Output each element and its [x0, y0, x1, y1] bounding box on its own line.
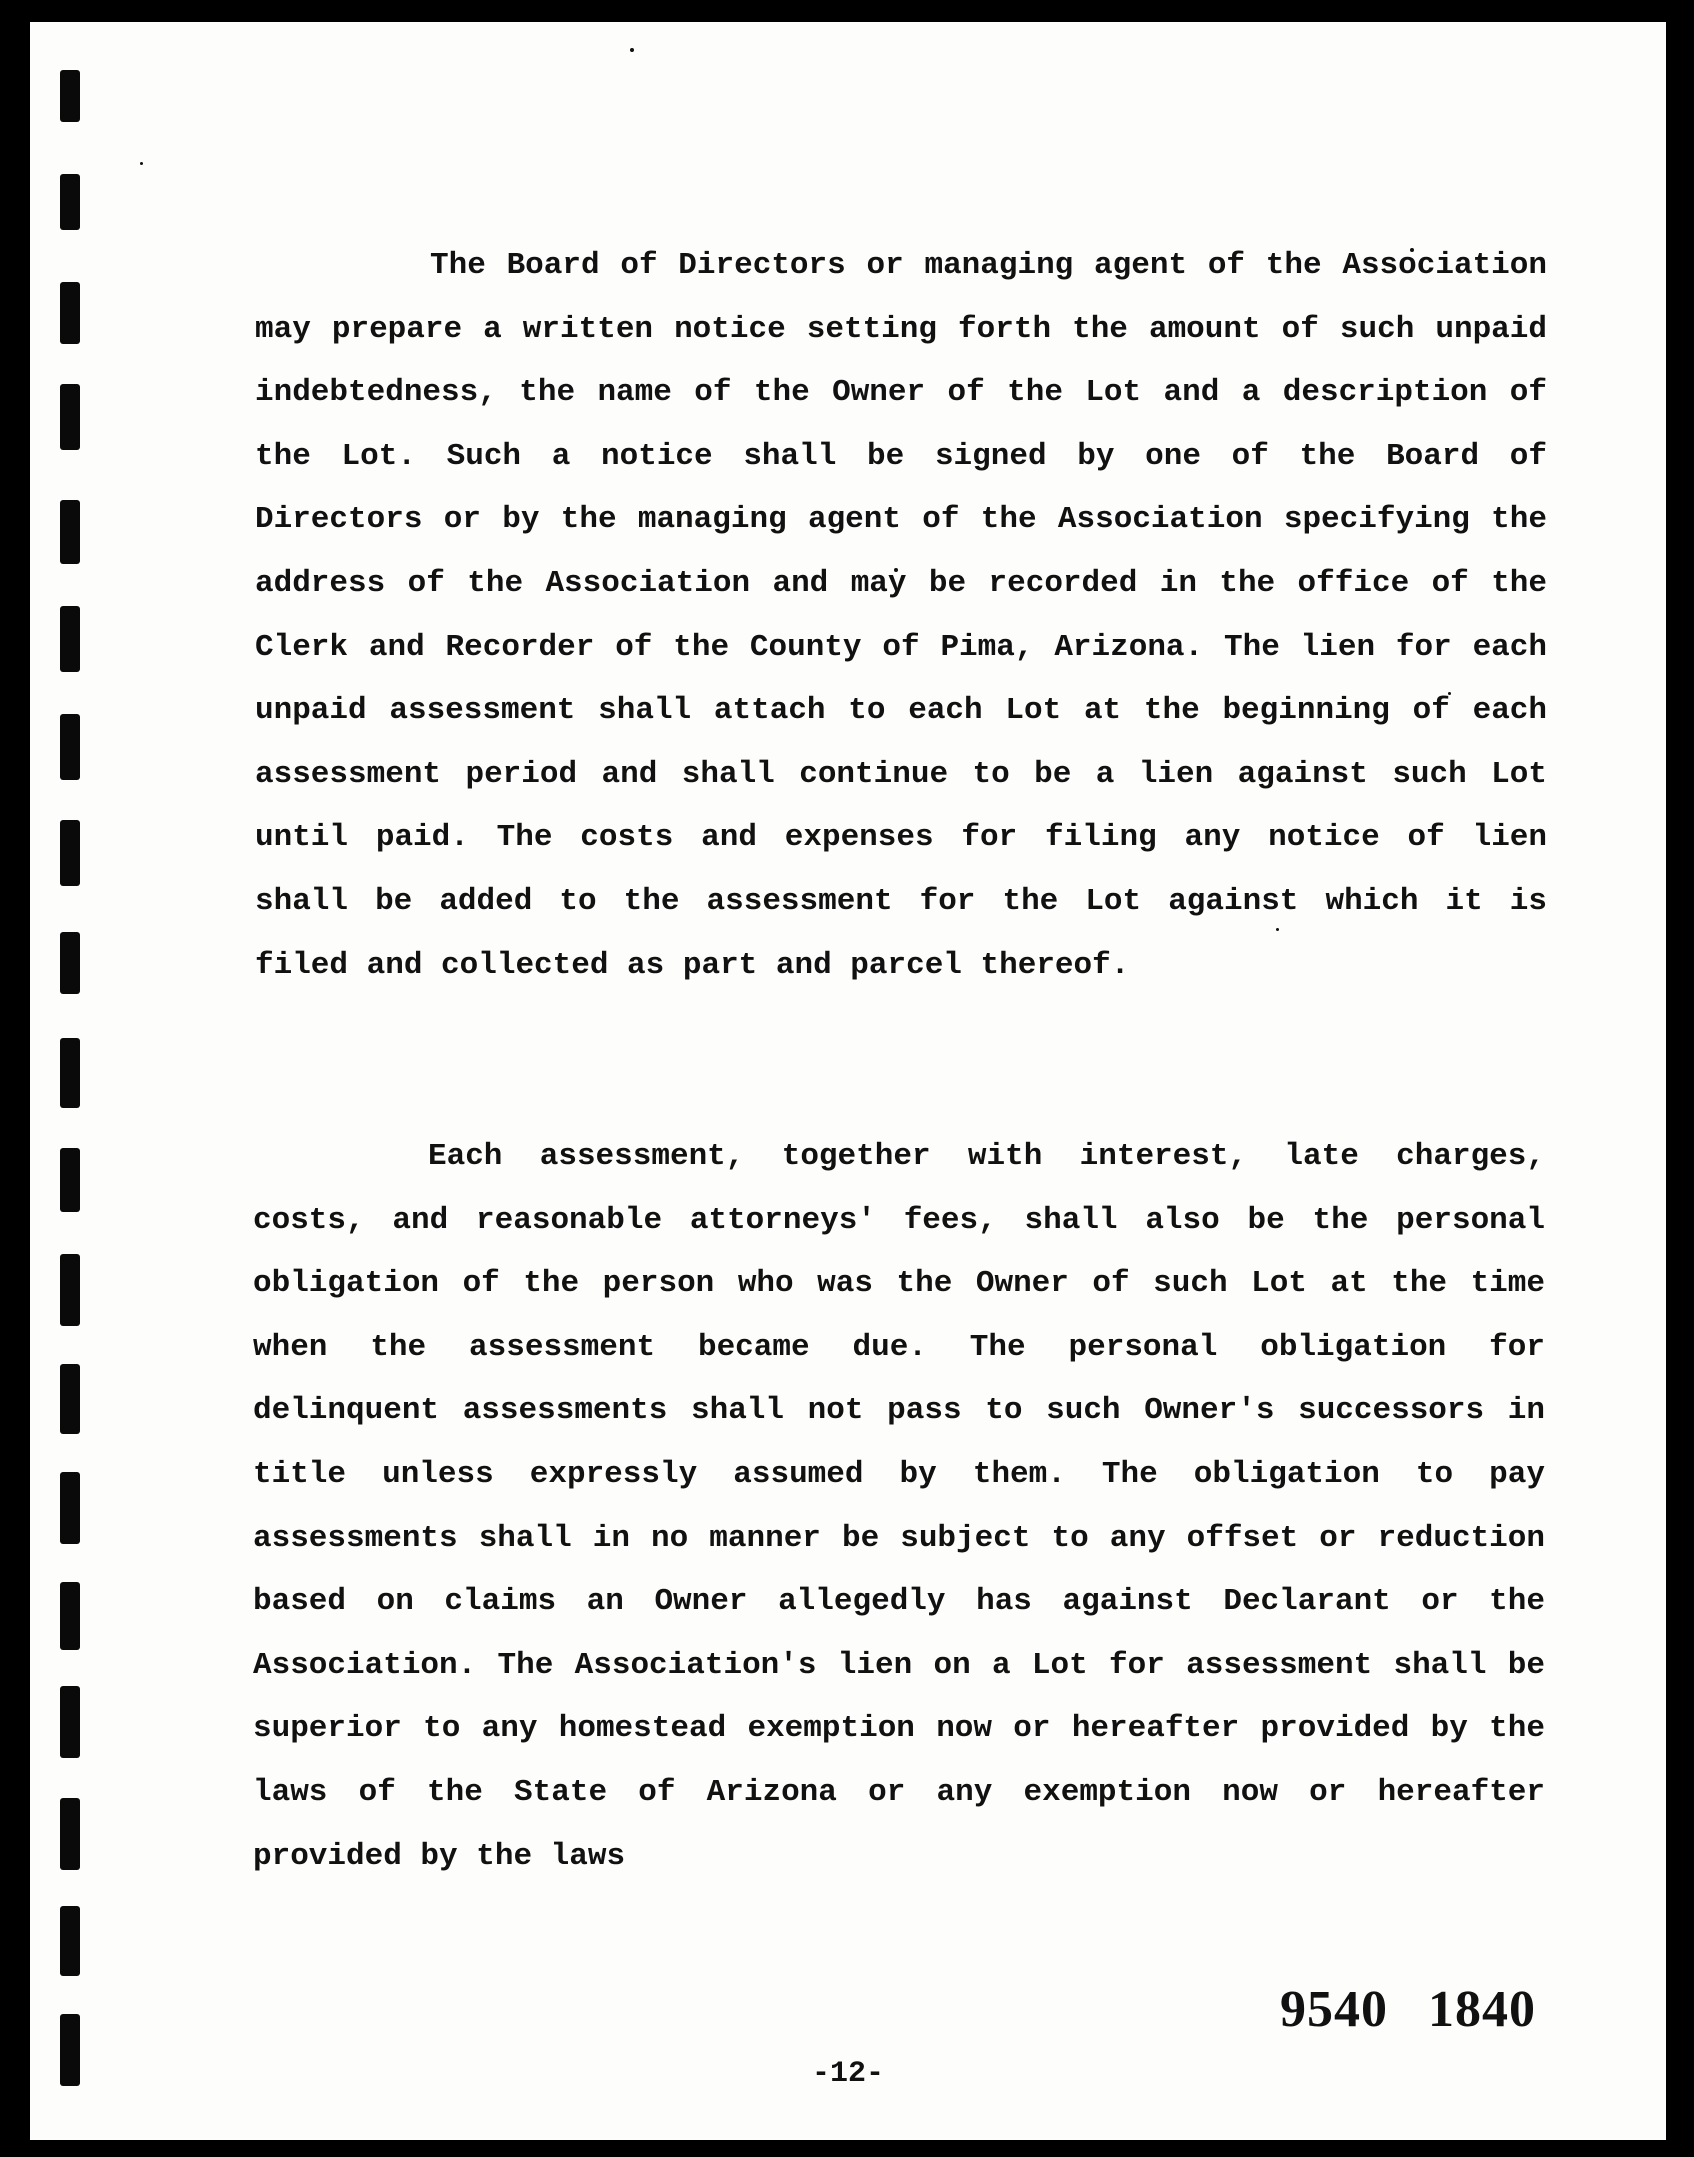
document-reference-number: 9540 1840: [1280, 1981, 1536, 2038]
binding-hole: [60, 932, 80, 994]
paragraph-lien-notice: The Board of Directors or managing agent of the Association may prepare a written notice setting forth the amount of such unpaid indebtedness, the name of the Owner of the Lot and a description of the Lot. Such a notice shall be signed by one of the Board of Directors or by the managing agent of the Association specifying the address of the Association and may be recorded in the office of the Clerk and Recorder of the County of Pima, Arizona. The lien for each unpaid assessment shall attach to each Lot at the beginning of each assessment period and shall continue to be a lien against such Lot until paid. The costs and expenses for filing any notice of lien shall be added to the assessment for the Lot against which it is filed and collected as part and parcel thereof.: [255, 248, 1547, 983]
binding-hole: [60, 1038, 80, 1108]
scan-speck: [630, 48, 634, 52]
binding-hole: [60, 1582, 80, 1650]
binding-hole: [60, 1364, 80, 1434]
binding-hole: [60, 174, 80, 230]
binding-hole: [60, 1472, 80, 1544]
scan-speck: [140, 162, 143, 165]
binding-hole: [60, 1798, 80, 1870]
document-page: [30, 22, 1666, 2140]
binding-hole: [60, 500, 80, 564]
binding-holes: [30, 22, 31, 23]
binding-hole: [60, 282, 80, 344]
binding-hole: [60, 1906, 80, 1976]
binding-hole: [60, 714, 80, 780]
binding-hole: [60, 1148, 80, 1212]
binding-hole: [60, 1254, 80, 1326]
binding-hole: [60, 384, 80, 450]
binding-hole: [60, 820, 80, 886]
binding-hole: [60, 606, 80, 672]
binding-hole: [60, 1686, 80, 1758]
page-number: -12-: [811, 2057, 884, 2091]
paragraph-personal-obligation: Each assessment, together with interest, late charges, costs, and reasonable attorneys' fees, shall also be the personal obligation of the person who was the Owner of such Lot at the time when the assessment became due. The personal obligation for delinquent assessments shall not pass to such Owner's successors in title unless expressly assumed by them. The obligation to pay assessments shall in no manner be subject to any offset or reduction based on claims an Owner allegedly has against Declarant or the Association. The Association's lien on a Lot for assessment shall be superior to any homestead exemption now or hereafter provided by the laws of the State of Arizona or any exemption now or hereafter provided by the laws: [253, 1139, 1545, 1874]
binding-hole: [60, 70, 80, 122]
